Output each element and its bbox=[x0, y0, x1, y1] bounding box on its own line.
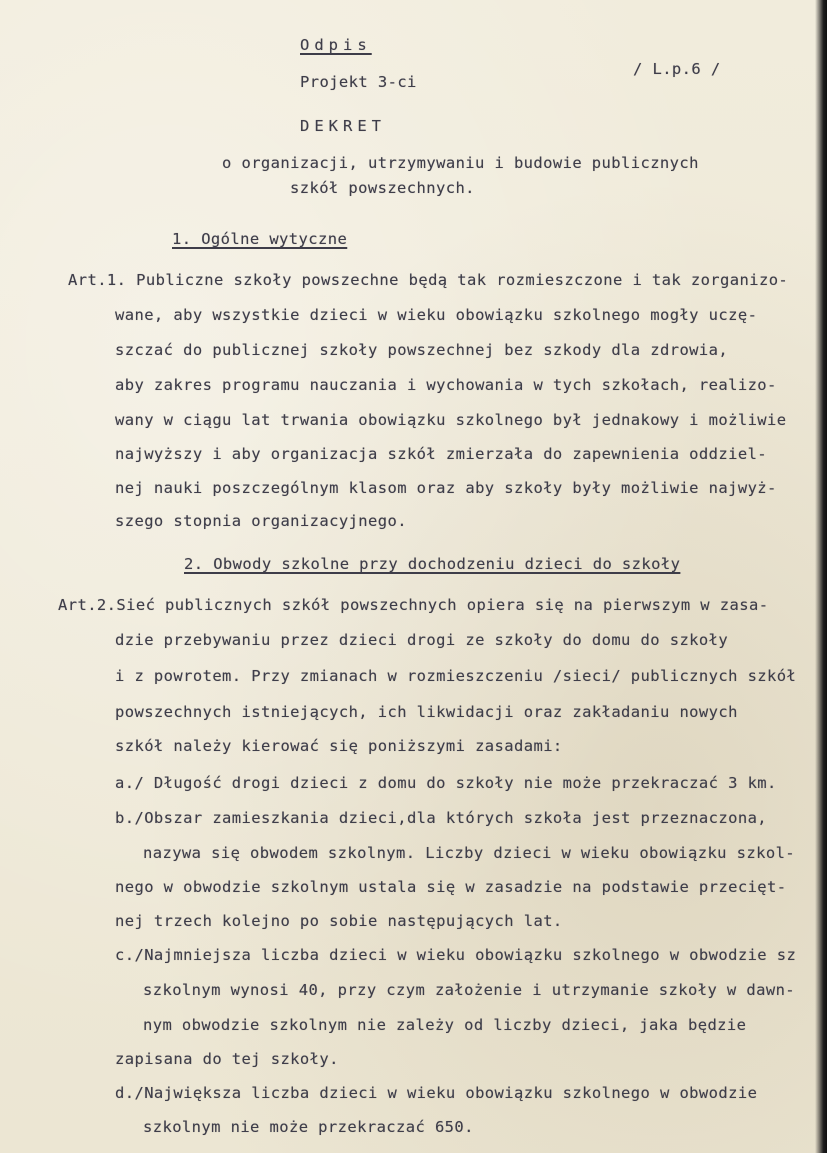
art1-line-6: najwyższy i aby organizacja szkół zmierzała do zapewnienia oddziel- bbox=[115, 445, 768, 463]
decree-subtitle-line1: o organizacji, utrzymywaniu i budowie publicznych bbox=[222, 154, 699, 172]
art1-line-1: Art.1. Publiczne szkoły powszechne będą tak rozmieszczone i tak zorganizo- bbox=[68, 271, 789, 289]
art2-line-4: powszechnych istniejących, ich likwidacji oraz zakładaniu nowych bbox=[115, 703, 738, 721]
art1-line-5: wany w ciągu lat trwania obowiązku szkolnego był jednakowy i możliwie bbox=[115, 411, 787, 429]
reference-number: / L.p.6 / bbox=[633, 60, 721, 78]
art2-point-c-line1: c./Najmniejsza liczba dzieci w wieku obowiązku szkolnego w obwodzie sz bbox=[115, 946, 797, 964]
page-edge-shadow bbox=[815, 0, 827, 1153]
art2-point-b-line1: b./Obszar zamieszkania dzieci,dla których szkoła jest przeznaczona, bbox=[115, 809, 768, 827]
decree-title: DEKRET bbox=[300, 117, 386, 135]
decree-subtitle-line2: szkół powszechnych. bbox=[290, 179, 475, 197]
art2-point-c-line4: zapisana do tej szkoły. bbox=[115, 1050, 339, 1068]
art1-line-3: szczać do publicznej szkoły powszechnej bez szkody dla zdrowia, bbox=[115, 341, 729, 359]
art1-line-7: nej nauki poszczególnym klasom oraz aby szkoły były możliwie najwyż- bbox=[115, 479, 777, 497]
project-label: Projekt 3-ci bbox=[300, 73, 417, 91]
art2-line-2: dzie przebywaniu przez dzieci drogi ze szkoły do domu do szkoły bbox=[115, 631, 729, 649]
art2-point-d-line2: szkolnym nie może przekraczać 650. bbox=[143, 1118, 474, 1136]
art1-line-8: szego stopnia organizacyjnego. bbox=[115, 512, 407, 530]
art2-point-b-line2: nazywa się obwodem szkolnym. Liczby dzieci w wieku obowiązku szkol- bbox=[143, 844, 796, 862]
odpis-label: Odpis bbox=[300, 36, 372, 54]
art2-point-d-line1: d./Największa liczba dzieci w wieku obowiązku szkolnego w obwodzie bbox=[115, 1084, 758, 1102]
art2-line-3: i z powrotem. Przy zmianach w rozmieszczeniu /sieci/ publicznych szkół bbox=[115, 667, 797, 685]
art2-point-c-line3: nym obwodzie szkolnym nie zależy od liczby dzieci, jaka będzie bbox=[143, 1016, 747, 1034]
art2-point-c-line2: szkolnym wynosi 40, przy czym założenie i utrzymanie szkoły w dawn- bbox=[143, 981, 796, 999]
art2-line-5: szkół należy kierować się poniższymi zasadami: bbox=[115, 737, 563, 755]
section-2-heading: 2. Obwody szkolne przy dochodzeniu dzieci do szkoły bbox=[184, 555, 681, 573]
art2-point-b-line4: nej trzech kolejno po sobie następujących lat. bbox=[115, 912, 563, 930]
section-1-heading: 1. Ogólne wytyczne bbox=[172, 230, 348, 248]
art1-line-4: aby zakres programu nauczania i wychowania w tych szkołach, realizo- bbox=[115, 376, 777, 394]
art2-point-a: a./ Długość drogi dzieci z domu do szkoły nie może przekraczać 3 km. bbox=[115, 774, 777, 792]
art2-line-1: Art.2.Sieć publicznych szkół powszechnych opiera się na pierwszym w zasa- bbox=[58, 596, 769, 614]
art2-point-b-line3: nego w obwodzie szkolnym ustala się w zasadzie na podstawie przecięt- bbox=[115, 878, 787, 896]
art1-line-2: wane, aby wszystkie dzieci w wieku obowiązku szkolnego mogły uczę- bbox=[115, 306, 758, 324]
